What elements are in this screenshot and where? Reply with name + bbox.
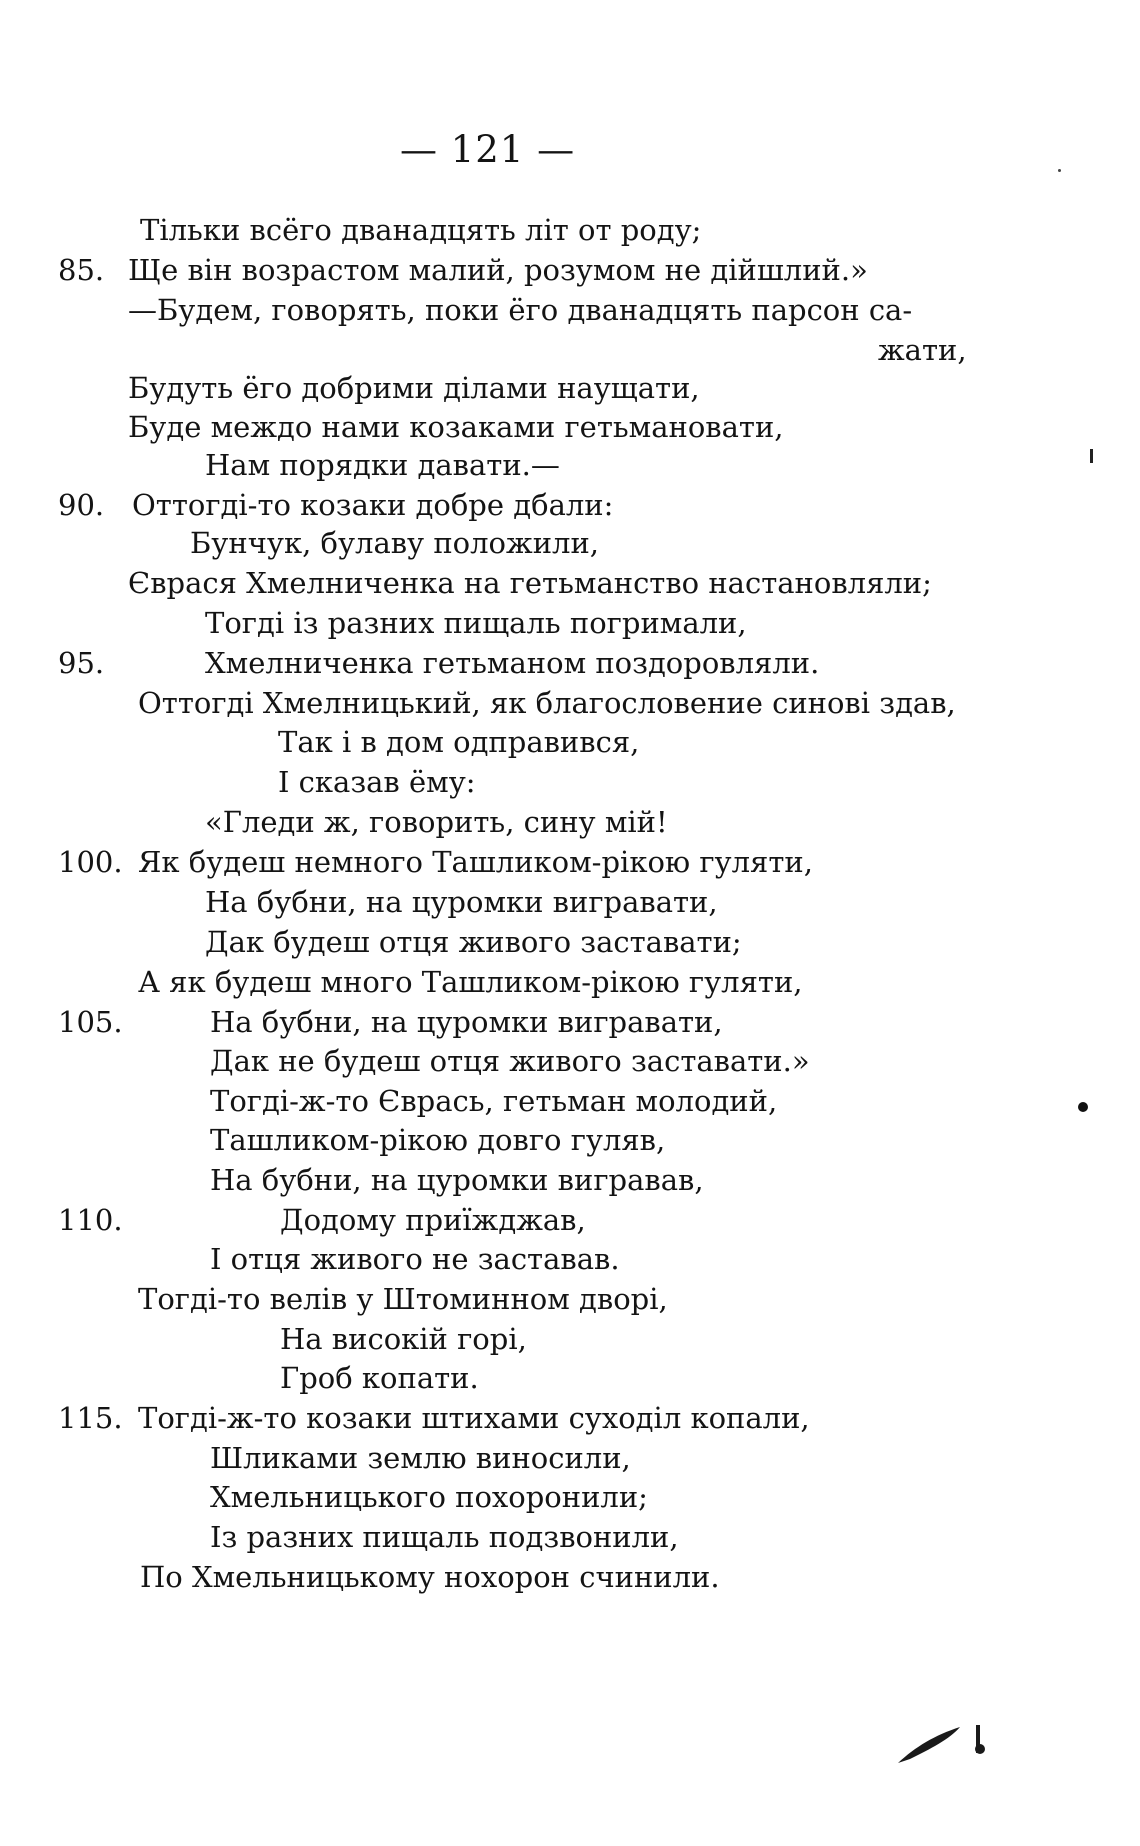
verse-line xyxy=(0,1517,1140,1557)
verse-text: І отця живого не заставав. xyxy=(210,1242,620,1276)
verse-text: Із разних пищаль подзвонили, xyxy=(210,1520,679,1554)
verse-line xyxy=(0,882,1140,922)
verse-text: Буде междо нами козаками гетьмановати, xyxy=(128,410,784,444)
verse-text: Дак будеш отця живого заставати; xyxy=(205,925,742,959)
verse-line xyxy=(0,1002,1140,1042)
verse-text: На високій горі, xyxy=(280,1322,527,1356)
verse-text: Ще він возрастом малий, розумом не дійшлий.» xyxy=(128,253,868,287)
verse-text: Тогді-ж-то Єврась, гетьман молодий, xyxy=(210,1084,778,1118)
verse-text: Додому приїжджав, xyxy=(280,1203,586,1237)
verse-text: Тогді із разних пищаль погримали, xyxy=(205,606,747,640)
verse-text: Єврася Хмелниченка на гетьманство настановляли; xyxy=(128,566,932,600)
verse-line xyxy=(0,1041,1140,1081)
verse-line xyxy=(0,290,1140,330)
verse-text: Тільки всёго дванадцять літ от роду; xyxy=(140,213,702,247)
verse-line xyxy=(0,683,1140,723)
verse-text: Гроб копати. xyxy=(280,1361,479,1395)
verse-text: Хмелниченка гетьманом поздоровляли. xyxy=(205,646,820,680)
verse-line xyxy=(0,1279,1140,1319)
verse-line xyxy=(0,762,1140,802)
verse-line xyxy=(0,1438,1140,1478)
verse-line xyxy=(0,1358,1140,1398)
verse-line xyxy=(0,802,1140,842)
ink-blot-decoration xyxy=(880,1705,990,1785)
verse-text: Ташликом-рікою довго гуляв, xyxy=(210,1123,666,1157)
speck-small xyxy=(1058,169,1061,172)
verse-text: Будуть ёго добрими ділами наущати, xyxy=(128,371,700,405)
verse-line xyxy=(0,210,1140,250)
page-number: — 121 — xyxy=(400,128,576,171)
verse-text: Як будеш немного Ташликом-рікою гуляти, xyxy=(138,845,813,879)
verse-line xyxy=(0,485,1140,525)
verse-line xyxy=(0,250,1140,290)
verse-text: Нам порядки давати.— xyxy=(205,448,560,482)
verse-line xyxy=(0,1120,1140,1160)
verse-text: Так і в дом одправився, xyxy=(278,725,640,759)
verse-text: Оттогді Хмелницький, як благословение синові здав, xyxy=(138,686,956,720)
verse-text: Хмельницького похоронили; xyxy=(210,1480,648,1514)
verse-line xyxy=(0,445,1140,485)
verse-text: Тогді-то велів у Штоминном дворі, xyxy=(138,1282,668,1316)
line-number: 115. xyxy=(58,1401,123,1435)
verse-line xyxy=(0,603,1140,643)
verse-line xyxy=(0,1398,1140,1438)
verse-line xyxy=(0,1477,1140,1517)
verse-text: Тогді-ж-то козаки штихами суходіл копали, xyxy=(138,1401,810,1435)
ink-stroke xyxy=(898,1727,960,1763)
line-number: 100. xyxy=(58,845,123,879)
verse-text: А як будеш много Ташликом-рікою гуляти, xyxy=(138,965,803,999)
verse-line xyxy=(0,368,1140,408)
verse-text: Бунчук, булаву положили, xyxy=(190,526,599,560)
verse-line xyxy=(0,722,1140,762)
verse-line xyxy=(0,1319,1140,1359)
line-number: 110. xyxy=(58,1203,123,1237)
verse-line xyxy=(0,842,1140,882)
verse-line xyxy=(0,1160,1140,1200)
verse-line xyxy=(0,643,1140,683)
verse-text: Дак не будеш отця живого заставати.» xyxy=(210,1044,810,1078)
verse-text: На бубни, на цуромки вигравати, xyxy=(205,885,718,919)
verse-line xyxy=(0,330,1140,370)
verse-text: На бубни, на цуромки вигравати, xyxy=(210,1005,723,1039)
line-number: 85. xyxy=(58,253,105,287)
verse-text: На бубни, на цуромки вигравав, xyxy=(210,1163,704,1197)
verse-text: жати, xyxy=(878,333,967,367)
verse-text: По Хмельницькому нохорон счинили. xyxy=(140,1560,720,1594)
verse-line xyxy=(0,1081,1140,1121)
verse-line xyxy=(0,1239,1140,1279)
verse-text: Оттогді-то козаки добре дбали: xyxy=(132,488,614,522)
speck-dot xyxy=(1078,1102,1088,1112)
verse-text: І сказав ёму: xyxy=(278,765,476,799)
line-number: 95. xyxy=(58,646,105,680)
verse-line xyxy=(0,1200,1140,1240)
speck-mark xyxy=(1090,449,1093,463)
verse-text: —Будем, говорять, поки ёго дванадцять парсон са- xyxy=(128,293,913,327)
verse-line xyxy=(0,922,1140,962)
line-number: 105. xyxy=(58,1005,123,1039)
verse-text: «Гледи ж, говорить, сину мій! xyxy=(205,805,668,839)
verse-line xyxy=(0,523,1140,563)
verse-line xyxy=(0,962,1140,1002)
verse-line xyxy=(0,1557,1140,1597)
ink-mark xyxy=(976,1725,980,1753)
verse-line xyxy=(0,563,1140,603)
verse-line xyxy=(0,407,1140,447)
verse-text: Шликами землю виносили, xyxy=(210,1441,631,1475)
line-number: 90. xyxy=(58,488,105,522)
